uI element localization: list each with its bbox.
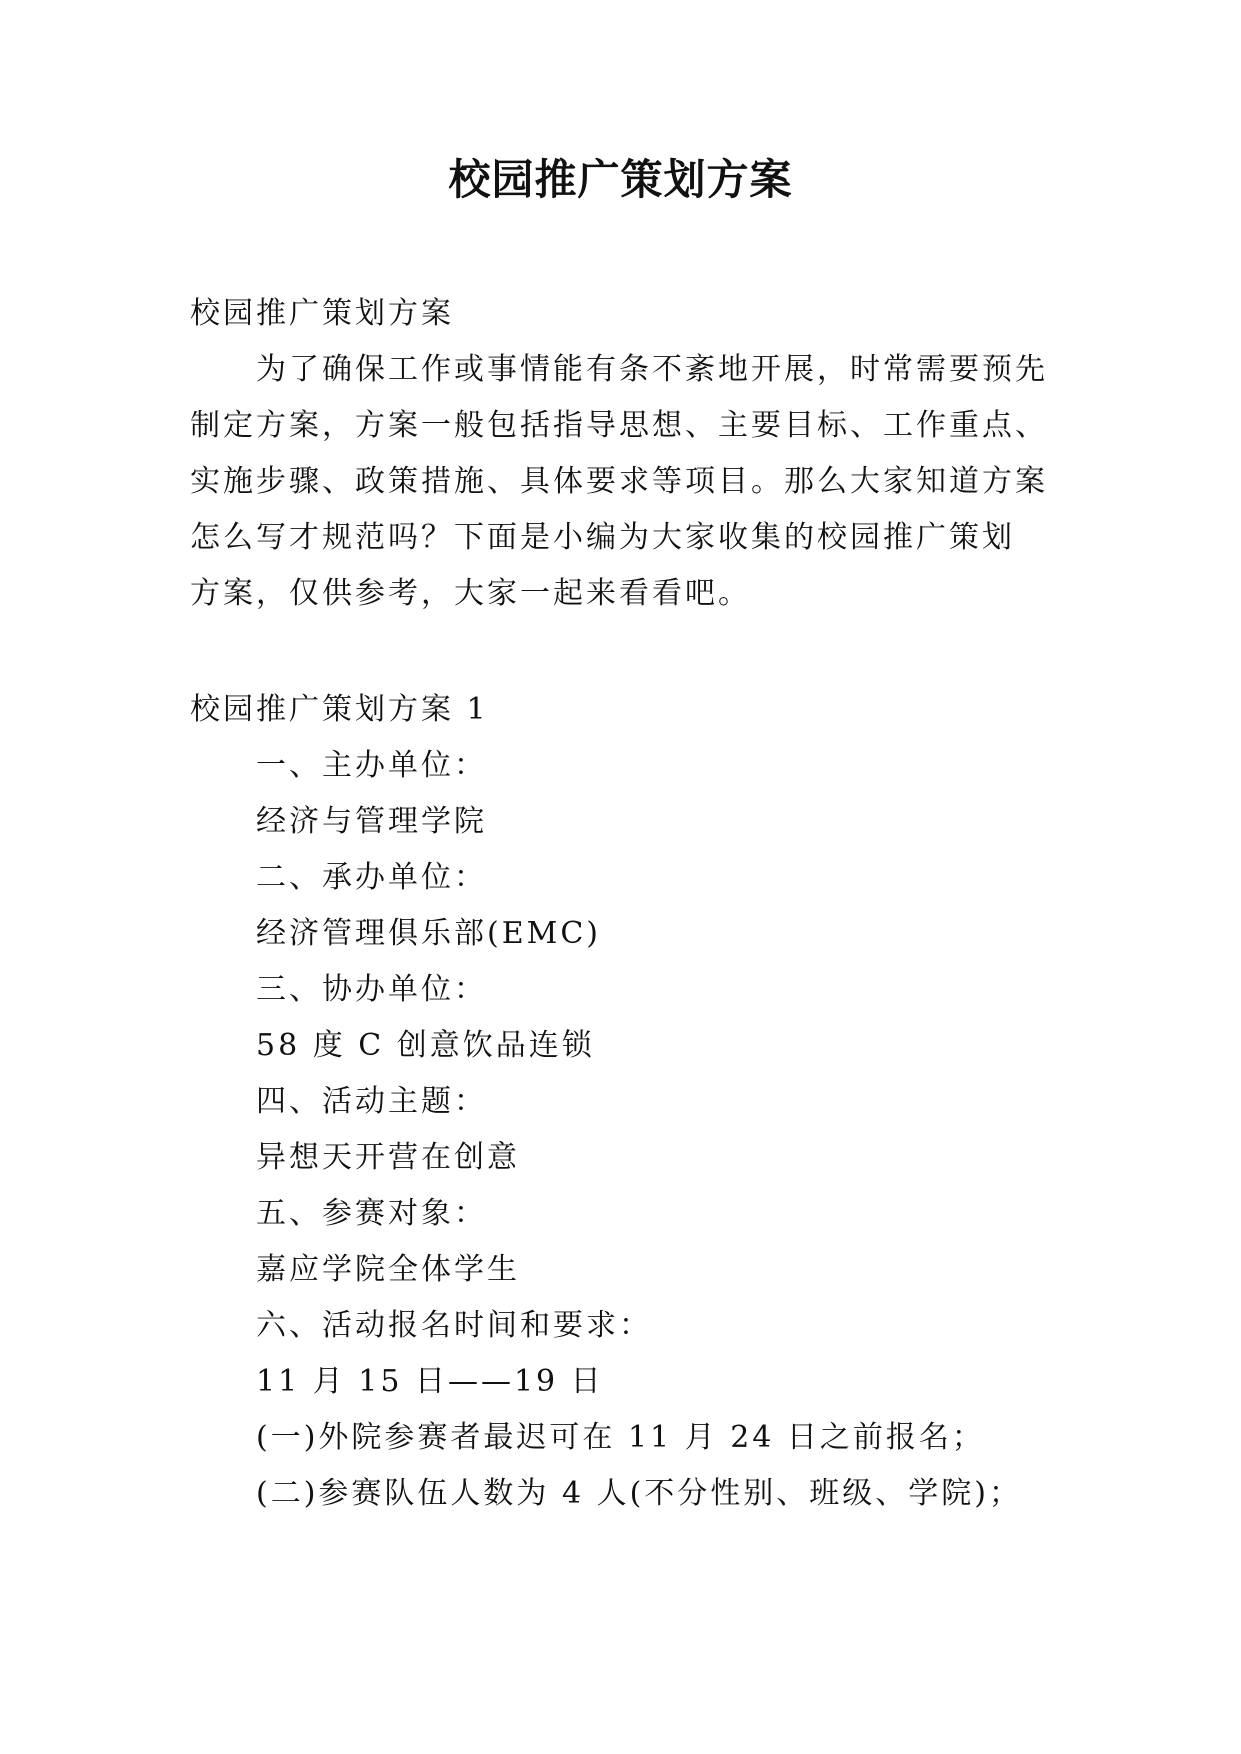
section-item-value: 经济管理俱乐部(EMC) [256, 916, 601, 951]
section-item: 四、活动主题： [256, 1084, 487, 1119]
section-item: 三、协办单位： [256, 972, 487, 1007]
section-item: 六、活动报名时间和要求： [256, 1308, 652, 1343]
requirement-item: (一)外院参赛者最迟可在 11 月 24 日之前报名； [256, 1420, 985, 1455]
intro-paragraph-line: 怎么写才规范吗？下面是小编为大家收集的校园推广策划 [190, 520, 1015, 555]
section-item-value: 嘉应学院全体学生 [256, 1252, 520, 1287]
section-item-value: 异想天开营在创意 [256, 1140, 520, 1175]
section-item: 一、主办单位： [256, 748, 487, 783]
section-item-value: 经济与管理学院 [256, 804, 487, 839]
intro-paragraph-line: 为了确保工作或事情能有条不紊地开展，时常需要预先 [256, 352, 1048, 387]
page-title: 校园推广策划方案 [448, 155, 793, 204]
intro-paragraph-line: 方案，仅供参考，大家一起来看看吧。 [190, 576, 751, 611]
section-item: 二、承办单位： [256, 860, 487, 895]
intro-paragraph-line: 制定方案，方案一般包括指导思想、主要目标、工作重点、 [190, 408, 1048, 443]
section-item-value: 11 月 15 日——19 日 [256, 1364, 604, 1399]
section-heading: 校园推广策划方案 1 [190, 692, 489, 727]
requirement-item: (二)参赛队伍人数为 4 人(不分性别、班级、学院)； [256, 1476, 1022, 1511]
section-item-value: 58 度 C 创意饮品连锁 [256, 1028, 595, 1063]
intro-heading: 校园推广策划方案 [190, 296, 454, 331]
intro-paragraph-line: 实施步骤、政策措施、具体要求等项目。那么大家知道方案 [190, 464, 1048, 499]
section-item: 五、参赛对象： [256, 1196, 487, 1231]
